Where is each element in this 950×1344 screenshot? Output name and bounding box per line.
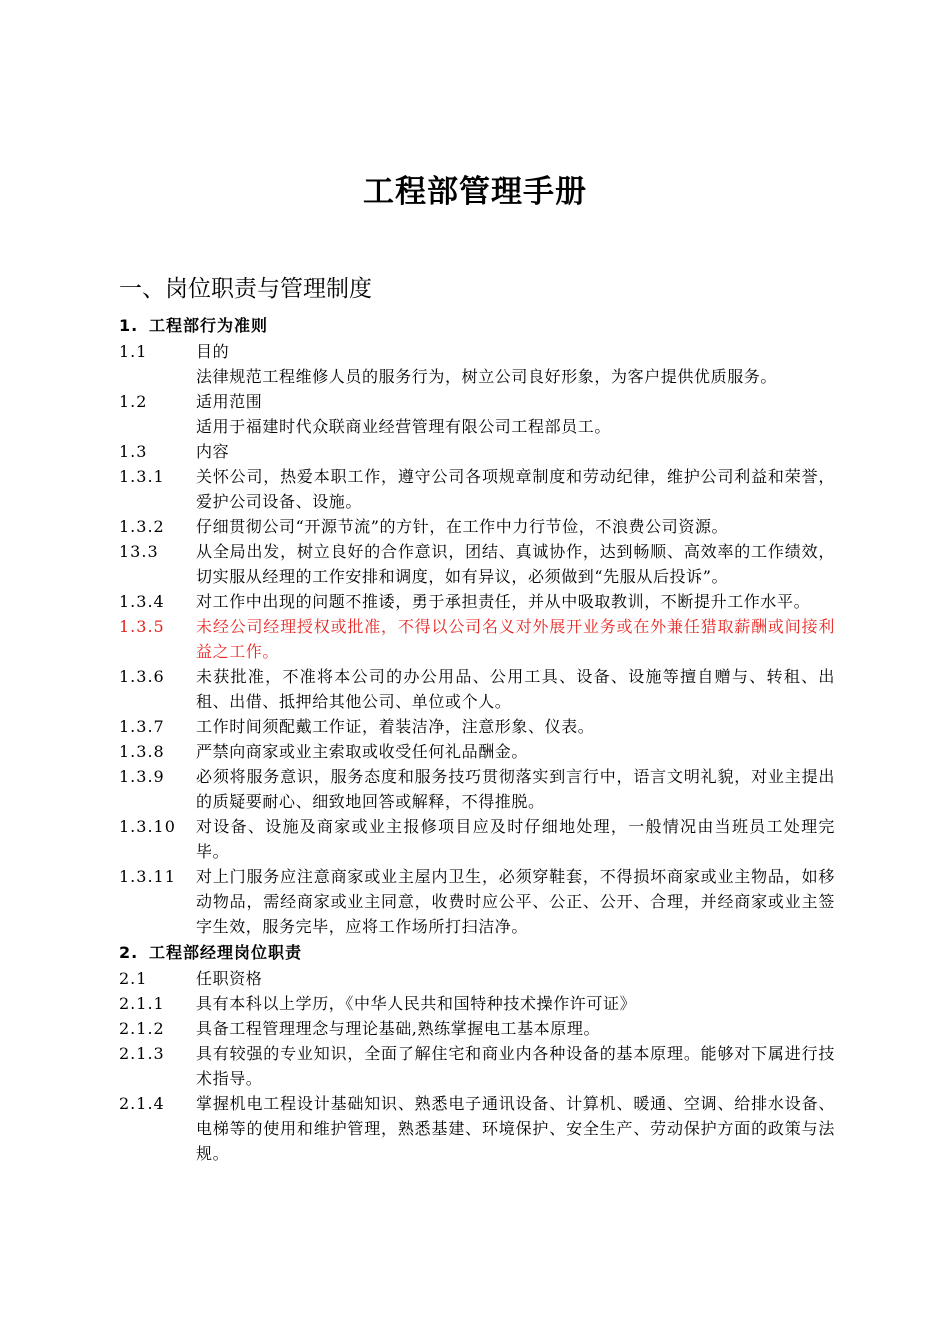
clause-text: 工程部行为准则: [149, 316, 269, 335]
clause-item: [119, 764, 835, 814]
clause-item: [119, 864, 835, 939]
clause-number: 1.3.8: [119, 742, 165, 761]
clause-number: 13.3: [119, 542, 159, 561]
clause-item: [119, 664, 835, 714]
clause-item: [119, 739, 835, 764]
clause-text: 未获批准，不准将本公司的办公用品、公用工具、设备、设施等擅自赠与、转租、出租、出借、抵押给其他公司、单位或个人。: [196, 667, 835, 711]
clause-heading: [119, 312, 835, 339]
section-heading: 一、岗位职责与管理制度: [119, 276, 372, 302]
clause-item: [119, 439, 835, 464]
clause-item: [119, 614, 835, 664]
clause-text: 具备工程管理理念与理论基础,熟练掌握电工基本原理。: [196, 1019, 601, 1038]
clause-text: 工作时间须配戴工作证，着装洁净，注意形象、仪表。: [196, 717, 595, 736]
clause-text: 内容: [196, 442, 230, 461]
clause-number: 1.3.5: [119, 617, 165, 636]
clause-item: [119, 589, 835, 614]
document-title: 工程部管理手册: [363, 174, 587, 210]
clause-text: 具有本科以上学历，《中华人民共和国特种技术操作许可证》: [196, 994, 637, 1013]
clause-item: [119, 1091, 835, 1166]
clause-number: 2.1.4: [119, 1094, 165, 1113]
clause-number: 2.: [119, 943, 139, 962]
clause-number: 1.3.4: [119, 592, 165, 611]
clause-text: 法律规范工程维修人员的服务行为，树立公司良好形象，为客户提供优质服务。: [196, 367, 778, 386]
clause-number: 1.2: [119, 392, 148, 411]
clause-text: 从全局出发，树立良好的合作意识，团结、真诚协作，达到畅顺、高效率的工作绩效，切实服从经理的工作安排和调度，如有异议，必须做到“先服从后投诉”。: [196, 542, 835, 586]
clause-number: 1.3.6: [119, 667, 165, 686]
clause-text: 工程部经理岗位职责: [149, 943, 303, 962]
clause-number: 1.: [119, 316, 139, 335]
clause-text: 具有较强的专业知识，全面了解住宅和商业内各种设备的基本原理。能够对下属进行技术指导。: [196, 1044, 835, 1088]
clause-text: 关怀公司，热爱本职工作，遵守公司各项规章制度和劳动纪律，维护公司利益和荣誉，爱护公司设备、设施。: [196, 467, 835, 511]
clause-item: [119, 814, 835, 864]
clause-text: 未经公司经理授权或批准，不得以公司名义对外展开业务或在外兼任猎取薪酬或间接利益之工作。: [196, 617, 835, 661]
clause-number: 2.1.2: [119, 1019, 165, 1038]
clause-item: [119, 364, 835, 389]
clause-text: 掌握机电工程设计基础知识、熟悉电子通讯设备、计算机、暖通、空调、给排水设备、电梯等的使用和维护管理，熟悉基建、环境保护、安全生产、劳动保护方面的政策与法规。: [196, 1094, 835, 1163]
clause-text: 适用于福建时代众联商业经营管理有限公司工程部员工。: [196, 417, 612, 436]
clause-number: 2.1.1: [119, 994, 165, 1013]
clause-text: 对工作中出现的问题不推诿，勇于承担责任，并从中吸取教训，不断提升工作水平。: [196, 592, 811, 611]
clause-item: [119, 514, 835, 539]
clause-text: 严禁向商家或业主索取或收受任何礼品酬金。: [196, 742, 529, 761]
clause-number: 2.1.3: [119, 1044, 165, 1063]
clause-text: 目的: [196, 342, 230, 361]
clause-number: 1.3.2: [119, 517, 165, 536]
clause-item: [119, 714, 835, 739]
clause-item: [119, 339, 835, 364]
clause-number: 1.3: [119, 442, 148, 461]
clause-item: [119, 389, 835, 414]
content-list: [119, 312, 835, 1166]
clause-text: 任职资格: [196, 969, 263, 988]
clause-item: [119, 414, 835, 439]
clause-number: 1.3.1: [119, 467, 165, 486]
clause-number: 1.3.11: [119, 867, 176, 886]
clause-number: 1.1: [119, 342, 148, 361]
clause-text: 仔细贯彻公司“开源节流”的方针，在工作中力行节俭，不浪费公司资源。: [196, 517, 729, 536]
clause-item: [119, 991, 835, 1016]
clause-text: 必须将服务意识，服务态度和服务技巧贯彻落实到言行中，语言文明礼貌，对业主提出的质疑要耐心、细致地回答或解释，不得推脱。: [196, 767, 835, 811]
clause-heading: [119, 939, 835, 966]
clause-item: [119, 966, 835, 991]
clause-text: 适用范围: [196, 392, 263, 411]
clause-text: 对设备、设施及商家或业主报修项目应及时仔细地处理，一般情况由当班员工处理完毕。: [196, 817, 835, 861]
clause-number: 1.3.7: [119, 717, 165, 736]
clause-number: 2.1: [119, 969, 148, 988]
clause-number: 1.3.9: [119, 767, 165, 786]
clause-item: [119, 539, 835, 589]
clause-number: 1.3.10: [119, 817, 176, 836]
clause-text: 对上门服务应注意商家或业主屋内卫生，必须穿鞋套，不得损坏商家或业主物品，如移动物品，需经商家或业主同意，收费时应公平、公正、公开、合理，并经商家或业主签字生效，服务完毕，应将工作场所打扫洁净。: [196, 867, 835, 936]
clause-item: [119, 464, 835, 514]
clause-item: [119, 1016, 835, 1041]
clause-item: [119, 1041, 835, 1091]
